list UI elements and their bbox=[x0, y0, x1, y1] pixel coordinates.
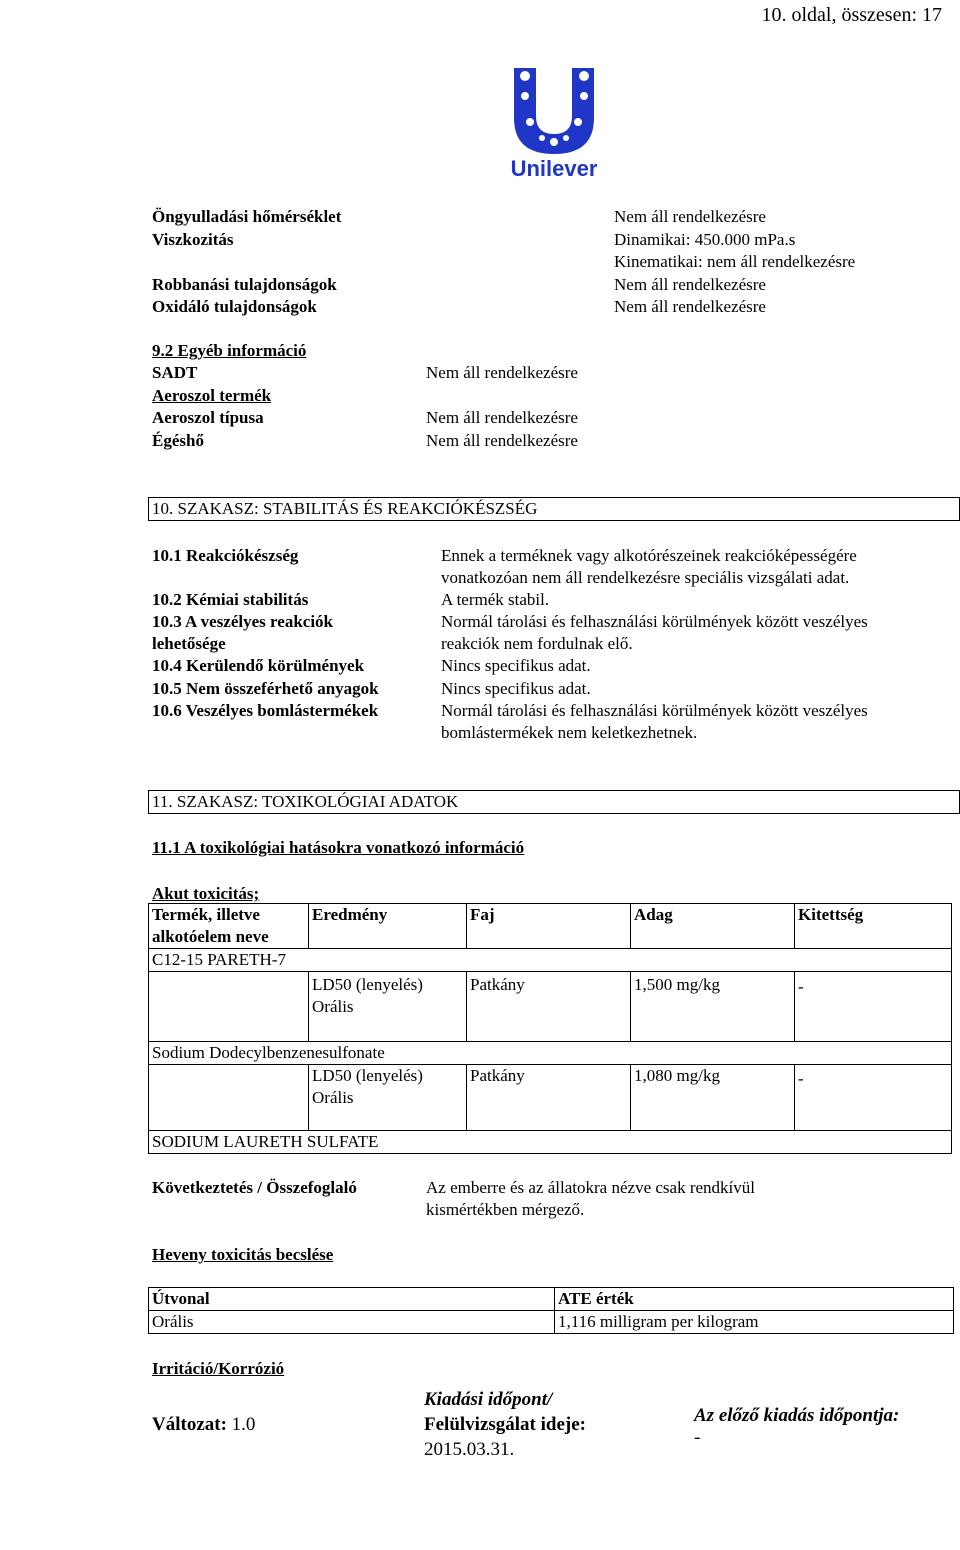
logo-wordmark: Unilever bbox=[510, 156, 598, 180]
conclusion-label: Következtetés / Összefoglaló bbox=[152, 1178, 357, 1197]
section10-title: 10. SZAKASZ: STABILITÁS ÉS REAKCIÓKÉSZSÉG bbox=[152, 499, 538, 518]
row1-result: LD50 (lenyelés) Orális bbox=[309, 972, 467, 1042]
row2-dose: 1,080 mg/kg bbox=[631, 1065, 795, 1131]
acute-tox-table bbox=[148, 903, 952, 1154]
s10-3-label: 10.3 A veszélyes reakciók bbox=[152, 612, 333, 631]
row1-dose: 1,500 mg/kg bbox=[631, 972, 795, 1042]
heat-label: Égéshő bbox=[152, 431, 204, 450]
footer-version bbox=[152, 1414, 255, 1436]
row2-name: Sodium Dodecylbenzenesulfonate bbox=[149, 1042, 952, 1065]
sadt-label: SADT bbox=[152, 363, 198, 382]
header-name: Termék, illetve alkotóelem neve bbox=[149, 904, 309, 949]
row1-exposure: - bbox=[795, 972, 952, 1042]
page-number: 10. oldal, összesen: 17 bbox=[761, 4, 942, 26]
row3-name: SODIUM LAURETH SULFATE bbox=[149, 1131, 952, 1154]
ate-header-row bbox=[149, 1288, 954, 1311]
conclusion-text2: kismértékben mérgező. bbox=[426, 1200, 585, 1219]
acute-title: Akut toxicitás; bbox=[152, 884, 260, 903]
aerosol-type-label: Aeroszol típusa bbox=[152, 408, 264, 427]
s10-6-text1: Normál tárolási és felhasználási körülmények között veszélyes bbox=[441, 701, 868, 720]
s10-6-text2: bomlástermékek nem keletkezhetnek. bbox=[441, 723, 698, 742]
row2-empty bbox=[149, 1065, 309, 1131]
table-row bbox=[149, 1042, 952, 1065]
ate-row bbox=[149, 1311, 954, 1334]
prev-issue-label: Az előző kiadás időpontja: bbox=[694, 1405, 900, 1426]
prop-label-explosive: Robbanási tulajdonságok bbox=[152, 275, 337, 294]
header-dose: Adag bbox=[631, 904, 795, 949]
prop-value-autoignition: Nem áll rendelkezésre bbox=[614, 207, 766, 226]
s10-4-label: 10.4 Kerülendő körülmények bbox=[152, 656, 365, 675]
issue-label2: Felülvizsgálat ideje: bbox=[424, 1414, 586, 1435]
aerosol-type-value: Nem áll rendelkezésre bbox=[426, 408, 578, 427]
row1-name: C12-15 PARETH-7 bbox=[149, 949, 952, 972]
s10-6-label: 10.6 Veszélyes bomlástermékek bbox=[152, 701, 379, 720]
s11-subtitle: 11.1 A toxikológiai hatásokra vonatkozó információ bbox=[152, 838, 525, 857]
version-label: Változat: bbox=[152, 1414, 227, 1435]
s10-4-text1: Nincs specifikus adat. bbox=[441, 656, 591, 675]
prop-value-viscosity-kinematic: Kinematikai: nem áll rendelkezésre bbox=[614, 252, 856, 271]
issue-date: 2015.03.31. bbox=[424, 1439, 515, 1460]
row2-species: Patkány bbox=[467, 1065, 631, 1131]
ate-value: 1,116 milligram per kilogram bbox=[555, 1311, 954, 1334]
ate-table bbox=[148, 1287, 954, 1334]
table-row bbox=[149, 1065, 952, 1131]
issue-label1: Kiadási időpont/ bbox=[424, 1389, 553, 1410]
sadt-value: Nem áll rendelkezésre bbox=[426, 363, 578, 382]
section11-header bbox=[148, 790, 960, 814]
prop-label-autoignition: Öngyulladási hőmérséklet bbox=[152, 207, 342, 226]
row1-species: Patkány bbox=[467, 972, 631, 1042]
s10-3-label2: lehetősége bbox=[152, 634, 226, 653]
s10-3-text1: Normál tárolási és felhasználási körülmények között veszélyes bbox=[441, 612, 868, 631]
table-row bbox=[149, 1131, 952, 1154]
irritation-title: Irritáció/Korrózió bbox=[152, 1359, 285, 1378]
other-info-title: 9.2 Egyéb információ bbox=[152, 341, 307, 360]
s10-1-text1: Ennek a terméknek vagy alkotórészeinek reakcióképességére bbox=[441, 546, 857, 565]
s10-5-text1: Nincs specifikus adat. bbox=[441, 679, 591, 698]
row2-exposure: - bbox=[795, 1065, 952, 1131]
ate-header-value: ATE érték bbox=[555, 1288, 954, 1311]
s10-1-text2: vonatkozóan nem áll rendelkezésre speciális vizsgálati adat. bbox=[441, 568, 850, 587]
prop-value-explosive: Nem áll rendelkezésre bbox=[614, 275, 766, 294]
prev-issue-value: - bbox=[694, 1427, 701, 1448]
s10-3-text2: reakciók nem fordulnak elő. bbox=[441, 634, 633, 653]
table-row bbox=[149, 949, 952, 972]
section10-header bbox=[148, 497, 960, 521]
ate-title: Heveny toxicitás becslése bbox=[152, 1245, 334, 1264]
header-result: Eredmény bbox=[309, 904, 467, 949]
table-header-row bbox=[149, 904, 952, 949]
s10-2-label: 10.2 Kémiai stabilitás bbox=[152, 590, 309, 609]
prop-value-viscosity-dynamic: Dinamikai: 450.000 mPa.s bbox=[614, 230, 796, 249]
heat-value: Nem áll rendelkezésre bbox=[426, 431, 578, 450]
s10-2-text1: A termék stabil. bbox=[441, 590, 550, 609]
unilever-logo-icon bbox=[500, 62, 608, 180]
s10-1-label: 10.1 Reakciókészség bbox=[152, 546, 299, 565]
conclusion-text1: Az emberre és az állatokra nézve csak rendkívül bbox=[426, 1178, 755, 1197]
prop-label-viscosity: Viszkozitás bbox=[152, 230, 234, 249]
ate-route: Orális bbox=[149, 1311, 555, 1334]
header-exposure: Kitettség bbox=[795, 904, 952, 949]
aerosol-product-label: Aeroszol termék bbox=[152, 386, 272, 405]
header-species: Faj bbox=[467, 904, 631, 949]
version-value: 1.0 bbox=[231, 1414, 256, 1435]
section11-title: 11. SZAKASZ: TOXIKOLÓGIAI ADATOK bbox=[152, 792, 459, 811]
row1-empty bbox=[149, 972, 309, 1042]
prop-value-oxidizing: Nem áll rendelkezésre bbox=[614, 297, 766, 316]
row2-result: LD50 (lenyelés) Orális bbox=[309, 1065, 467, 1131]
ate-header-route: Útvonal bbox=[149, 1288, 555, 1311]
table-row bbox=[149, 972, 952, 1042]
prop-label-oxidizing: Oxidáló tulajdonságok bbox=[152, 297, 317, 316]
s10-5-label: 10.5 Nem összeférhető anyagok bbox=[152, 679, 379, 698]
